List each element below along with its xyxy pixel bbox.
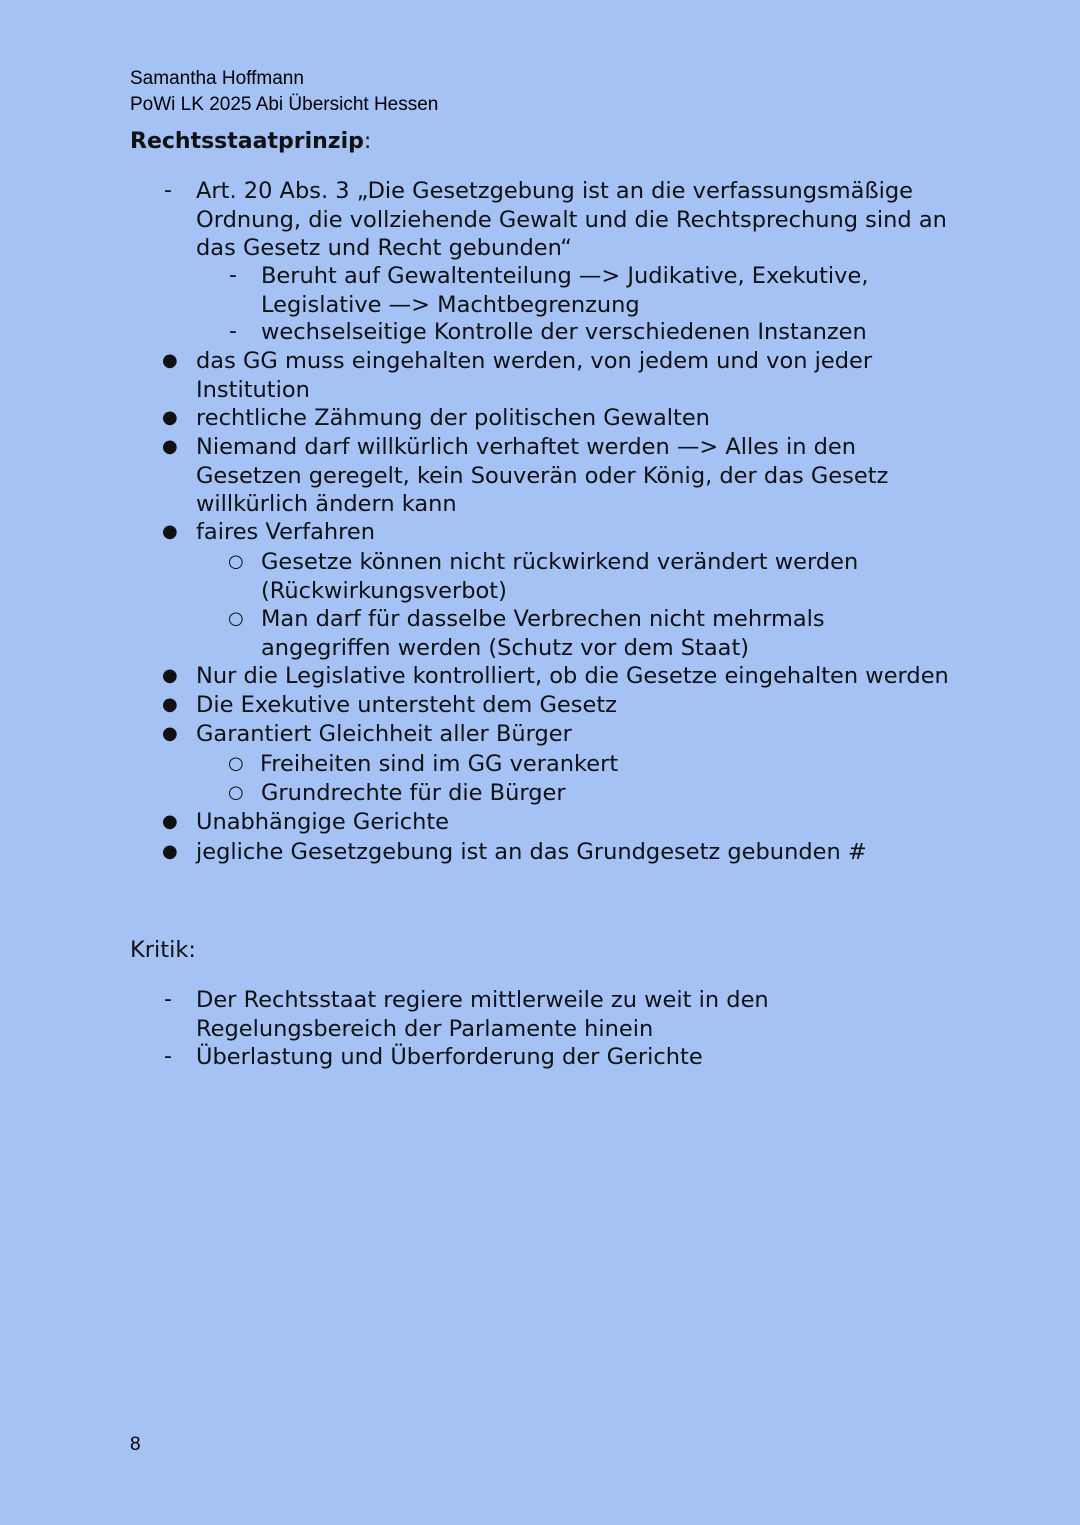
course-title: PoWi LK 2025 Abi Übersicht Hessen <box>130 94 439 115</box>
list-item-text: Nur die Legislative kontrolliert, ob die Gesetze eingehalten werden <box>196 663 949 689</box>
circle-marker: ○ <box>228 608 244 629</box>
list-item-text: Überlastung und Überforderung der Gerichte <box>196 1044 703 1070</box>
author-name: Samantha Hoffmann <box>130 68 304 89</box>
section-title: Rechtsstaatprinzip <box>130 129 364 154</box>
bullet-marker: ● <box>162 350 178 371</box>
list-item-text: Freiheiten sind im GG verankert <box>260 751 619 777</box>
dash-marker: - <box>229 319 237 344</box>
dash-marker: - <box>164 1044 172 1069</box>
list-item-text: Gesetze können nicht rückwirkend verändert werden (Rückwirkungsverbot) <box>261 549 859 604</box>
list-item-text: Art. 20 Abs. 3 „Die Gesetzgebung ist an die verfassungsmäßige Ordnung, die vollziehende Gewalt und die Rechtsprechung sind an das Gesetz und Recht gebunden“ <box>196 178 947 261</box>
circle-marker: ○ <box>228 753 244 774</box>
list-item-text: Unabhängige Gerichte <box>196 809 449 835</box>
bullet-marker: ● <box>162 723 178 744</box>
dash-marker: - <box>164 987 172 1012</box>
dash-marker: - <box>164 178 172 203</box>
list-item-text: Die Exekutive untersteht dem Gesetz <box>196 692 617 718</box>
bullet-marker: ● <box>162 811 178 832</box>
dash-marker: - <box>229 263 237 288</box>
page-header <box>130 66 438 118</box>
critique-title: Kritik: <box>130 937 196 963</box>
bullet-marker: ● <box>162 841 178 862</box>
circle-marker: ○ <box>228 551 244 572</box>
list-item-text: wechselseitige Kontrolle der verschiedenen Instanzen <box>261 319 867 345</box>
circle-marker: ○ <box>228 782 244 803</box>
list-item-text: Der Rechtsstaat regiere mittlerweile zu weit in den Regelungsbereich der Parlamente hinein <box>196 987 769 1042</box>
list-item-text: das GG muss eingehalten werden, von jedem und von jeder Institution <box>196 348 873 403</box>
bullet-marker: ● <box>162 521 178 542</box>
bullet-marker: ● <box>162 436 178 457</box>
list-item-text: jegliche Gesetzgebung ist an das Grundgesetz gebunden # <box>196 839 867 865</box>
bullet-marker: ● <box>162 407 178 428</box>
list-item-text: Man darf für dasselbe Verbrechen nicht mehrmals angegriffen werden (Schutz vor dem Staat) <box>261 606 825 661</box>
bullet-marker: ● <box>162 665 178 686</box>
list-item-text: faires Verfahren <box>196 519 376 545</box>
list-item-text: Beruht auf Gewaltenteilung —> Judikative, Exekutive, Legislative —> Machtbegrenzung <box>261 263 869 318</box>
list-item-text: Grundrechte für die Bürger <box>261 780 566 806</box>
bullet-marker: ● <box>162 694 178 715</box>
section-colon: : <box>363 129 372 154</box>
list-item-text: rechtliche Zähmung der politischen Gewalten <box>196 405 710 431</box>
page-number: 8 <box>130 1434 141 1455</box>
list-item-text: Niemand darf willkürlich verhaftet werden —> Alles in den Gesetzen geregelt, kein Souverän oder König, der das Gesetz willkürlich ändern kann <box>196 434 889 517</box>
section-heading <box>130 128 371 156</box>
list-item-text: Garantiert Gleichheit aller Bürger <box>196 721 572 747</box>
